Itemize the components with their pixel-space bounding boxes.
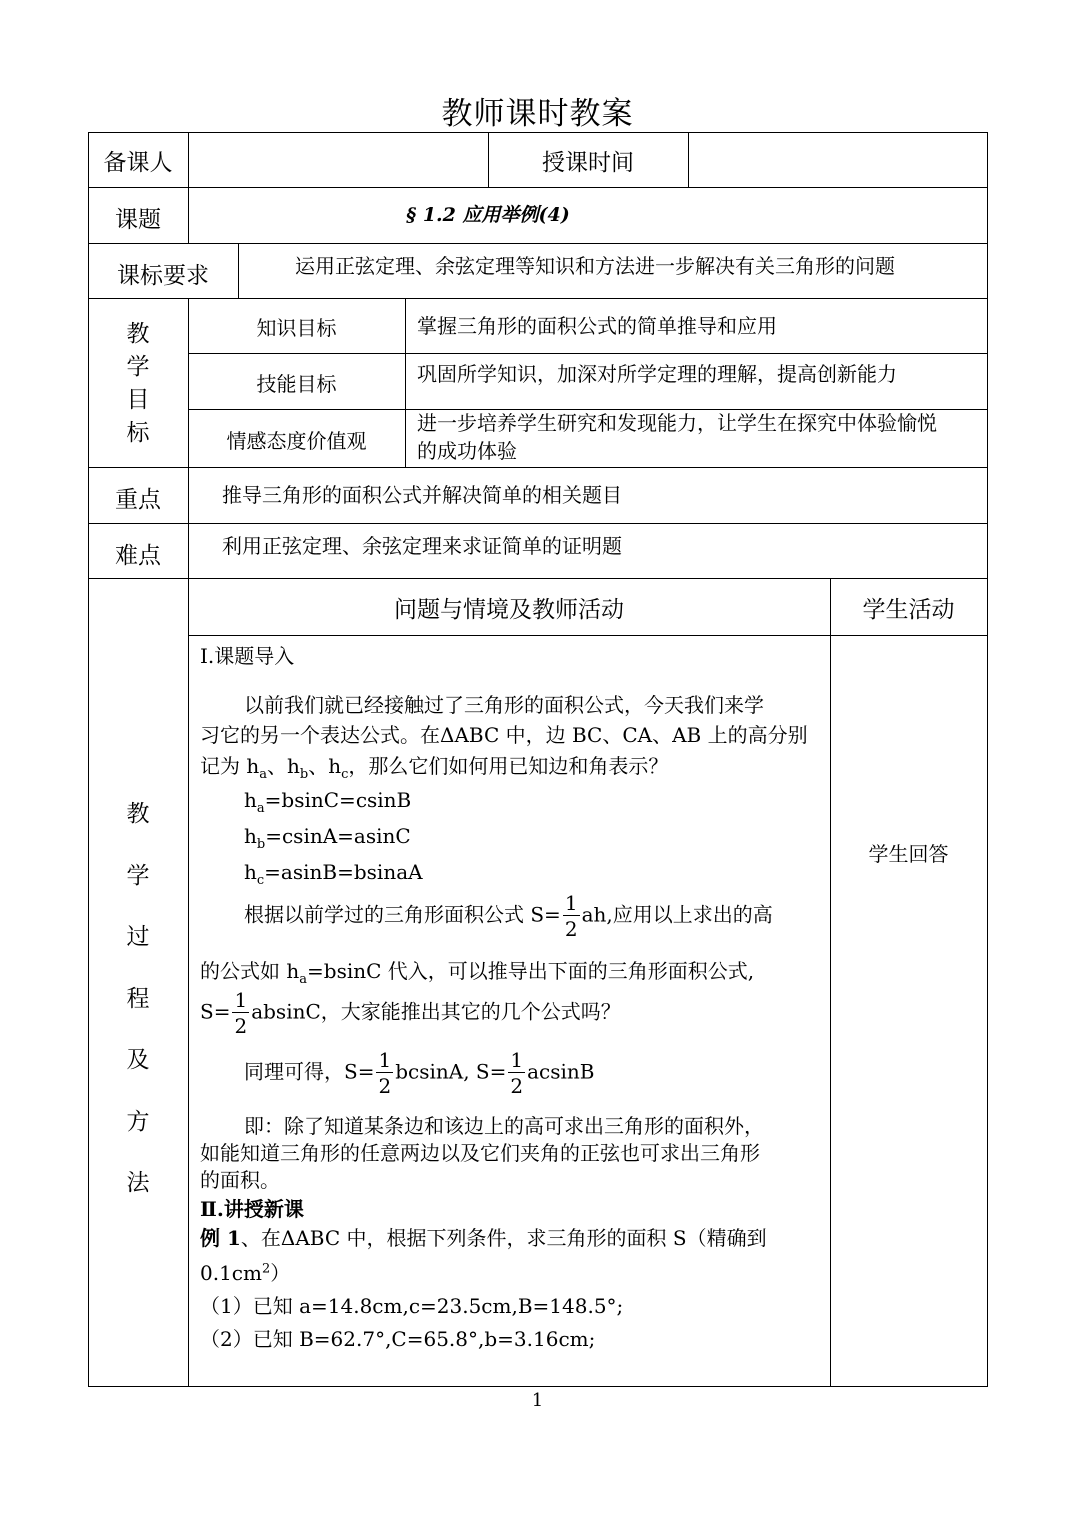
example1-item2: （2）已知 B=62.7°,C=65.8°,b=3.16cm;	[200, 1327, 596, 1351]
p5-line: 同理可得，S= $\frac{1}{2}$ bcsinA, S= $\frac{1}{2}$ acsinB	[244, 1048, 595, 1098]
attitude-line-2: 的成功体验	[417, 439, 517, 463]
key-point-label: 重点	[115, 487, 161, 513]
formula-ha: $h_a=bsinC=csinB$	[244, 788, 412, 816]
objective-name-attitude: 情感态度价值观	[226, 429, 367, 453]
p1-line1: 以前我们就已经接触过了三角形的面积公式，今天我们来学	[244, 693, 764, 717]
p3-line: 的公式如 $h_a=bsinC$ 代入，可以推导出下面的三角形面积公式,	[200, 959, 755, 987]
topic-value: § 1.2 应用举例(4)	[406, 204, 570, 226]
difficulty-label: 难点	[115, 543, 161, 569]
objective-value-skill: 巩固所学知识，加深对所学定理的理解，提高创新能力	[417, 362, 897, 386]
example1-unit: $0.1cm^2$）	[200, 1261, 291, 1285]
objectives-label: 教 学 目 标	[126, 321, 150, 446]
p6-line1: 即：除了知道某条边和该边上的高可求出三角形的面积外，	[244, 1114, 764, 1138]
p1-line3: 记为 $h_a$、$h_b$、$h_c$，那么它们如何用已知边和角表示？	[200, 754, 669, 782]
fraction-half: $\frac{1}{2}$	[564, 891, 578, 941]
col-teacher-header: 问题与情境及教师活动	[394, 597, 624, 623]
page-number: 1	[531, 1390, 544, 1411]
standard-value: 运用正弦定理、余弦定理等知识和方法进一步解决有关三角形的问题	[295, 254, 895, 278]
page-title: 教师课时教案	[441, 96, 634, 132]
difficulty-value: 利用正弦定理、余弦定理来求证简单的证明题	[222, 534, 622, 558]
col-student-header: 学生活动	[862, 597, 955, 623]
objective-name-skill: 技能目标	[256, 372, 337, 396]
objective-value-attitude	[417, 409, 982, 465]
attitude-line-1: 进一步培养学生研究和发现能力，让学生在探究中体验愉悦	[417, 411, 937, 435]
process-label: 教 学 过 程 及 方 法	[126, 801, 150, 1196]
standard-label: 课标要求	[117, 263, 209, 289]
example1-item1: （1）已知 a=14.8cm,c=23.5cm,B=148.5°;	[200, 1294, 624, 1318]
p2-line: 根据以前学过的三角形面积公式 S= $\frac{1}{2}$ ah,应用以上求出的高	[244, 891, 773, 941]
fraction-half: $\frac{1}{2}$	[510, 1048, 524, 1098]
formula-hb: $h_b=csinA=asinC$	[244, 824, 411, 852]
key-point-value: 推导三角形的面积公式并解决简单的相关题目	[222, 483, 622, 507]
p4-line: S= $\frac{1}{2}$ absinC，大家能推出其它的几个公式吗？	[200, 988, 621, 1038]
p6-line2: 如能知道三角形的任意两边以及它们夹角的正弦也可求出三角形	[200, 1141, 760, 1165]
example1-line: 例 1、在ΔABC 中，根据下列条件，求三角形的面积 S（精确到	[200, 1226, 767, 1250]
p1-line2: 习它的另一个表达公式。在ΔABC 中，边 BC、CA、AB 上的高分别	[200, 723, 808, 747]
preparer-label: 备课人	[103, 150, 173, 176]
topic-label: 课题	[115, 207, 161, 233]
objective-name-knowledge: 知识目标	[256, 316, 337, 340]
formula-hc: $h_c=asinB=bsinaA$	[244, 860, 423, 888]
fraction-half: $\frac{1}{2}$	[234, 988, 248, 1038]
student-activity: 学生回答	[868, 842, 949, 866]
section2-title: Ⅱ.讲授新课	[200, 1197, 304, 1221]
p6-line3: 的面积。	[200, 1168, 280, 1192]
objective-value-knowledge: 掌握三角形的面积公式的简单推导和应用	[417, 314, 777, 338]
section1-title: Ⅰ.课题导入	[200, 644, 295, 668]
class-time-label: 授课时间	[542, 150, 634, 176]
fraction-half: $\frac{1}{2}$	[378, 1048, 392, 1098]
